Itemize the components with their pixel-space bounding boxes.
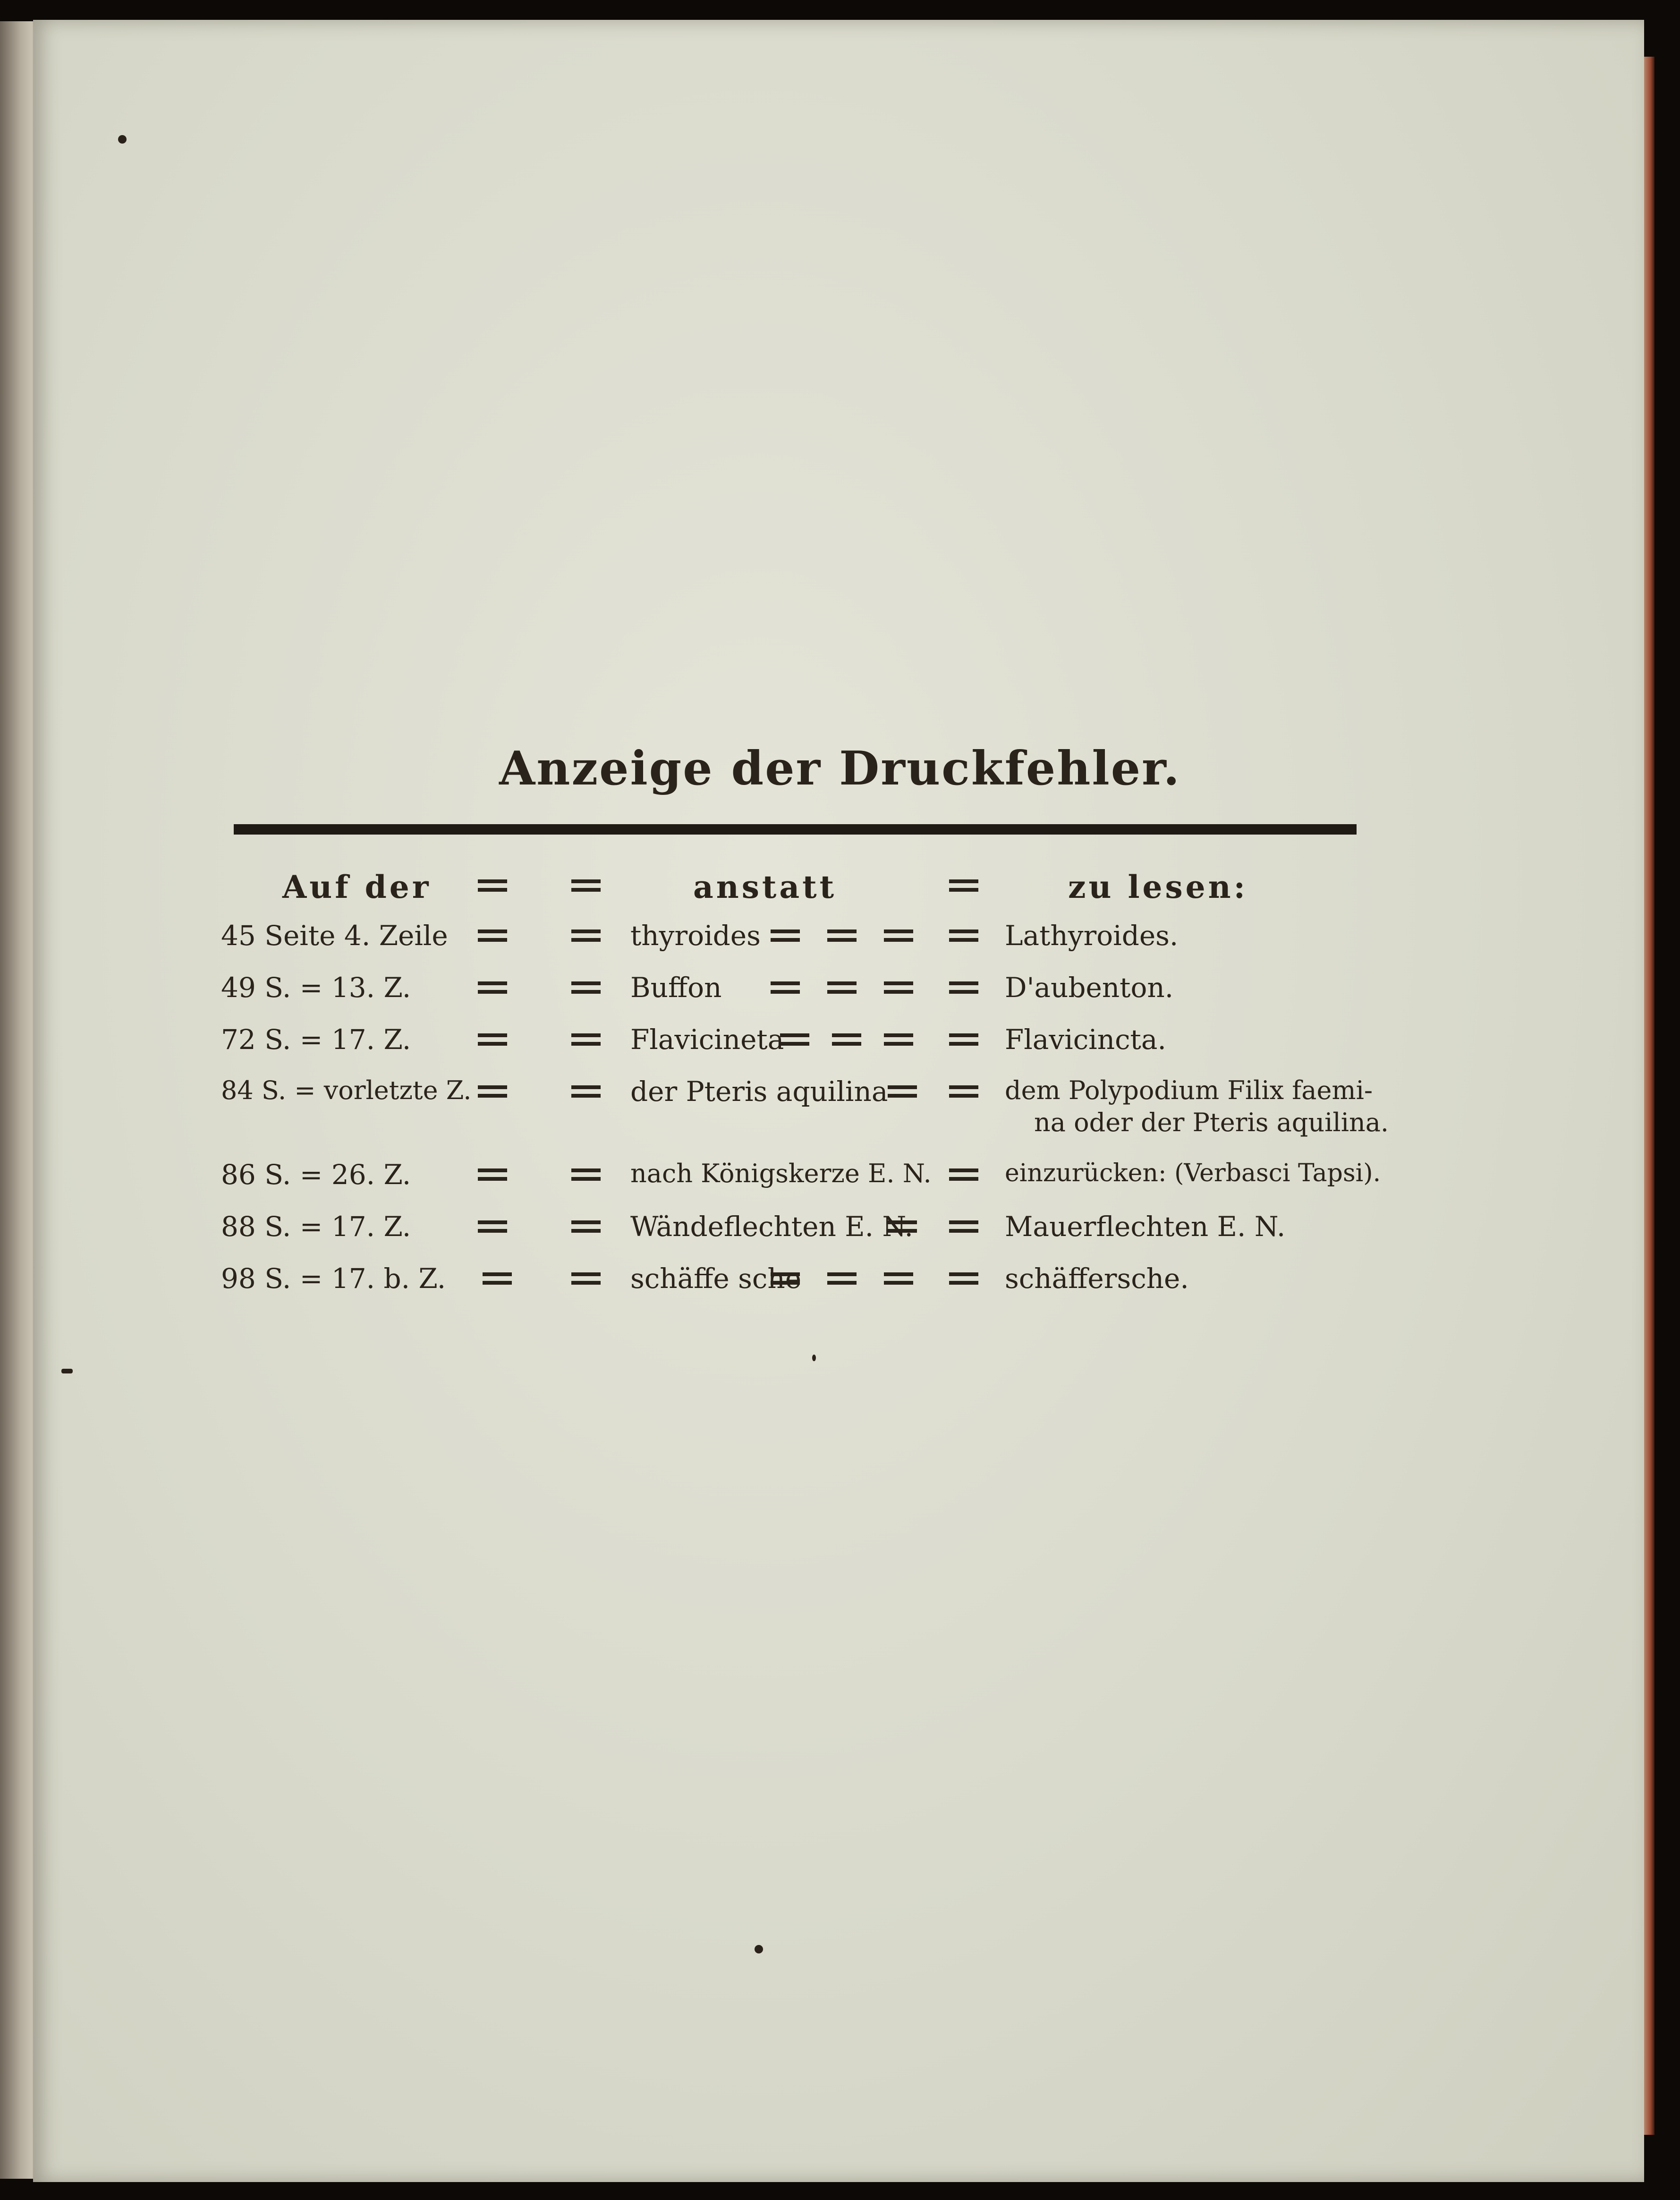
equals-mark bbox=[571, 879, 601, 892]
equals-mark bbox=[478, 1220, 507, 1233]
header-auf-der: Auf der bbox=[282, 869, 432, 905]
errata-right: schäffersche. bbox=[1005, 1262, 1189, 1295]
equals-mark bbox=[483, 1272, 512, 1285]
equals-mark bbox=[571, 1033, 601, 1046]
equals-mark bbox=[949, 1168, 978, 1181]
errata-wrong: Flavicineta bbox=[630, 1023, 784, 1056]
equals-mark bbox=[827, 981, 857, 994]
equals-mark bbox=[832, 1033, 861, 1046]
header-anstatt: anstatt bbox=[693, 869, 837, 905]
equals-mark bbox=[571, 981, 601, 994]
errata-location: 49 S. = 13. Z. bbox=[221, 972, 411, 1004]
errata-wrong: Wändeflechten E. N. bbox=[630, 1211, 913, 1243]
equals-mark bbox=[478, 879, 507, 892]
equals-mark bbox=[884, 929, 913, 942]
errata-location: 86 S. = 26. Z. bbox=[221, 1159, 411, 1191]
equals-mark bbox=[780, 1033, 809, 1046]
errata-wrong: schäffe sche bbox=[630, 1262, 802, 1295]
errata-right: Mauerflechten E. N. bbox=[1005, 1211, 1286, 1243]
equals-mark bbox=[478, 981, 507, 994]
errata-location: 98 S. = 17. b. Z. bbox=[221, 1262, 446, 1295]
equals-mark bbox=[571, 1220, 601, 1233]
equals-mark bbox=[571, 1272, 601, 1285]
equals-mark bbox=[571, 1085, 601, 1098]
errata-location: 45 Seite 4. Zeile bbox=[221, 920, 448, 952]
equals-mark bbox=[884, 1033, 913, 1046]
title-rule bbox=[234, 824, 1357, 835]
equals-mark bbox=[478, 1085, 507, 1098]
errata-right: dem Polypodium Filix faemi- bbox=[1005, 1075, 1373, 1105]
equals-mark bbox=[478, 929, 507, 942]
equals-mark bbox=[771, 929, 800, 942]
header-zu-lesen: zu lesen: bbox=[1068, 869, 1248, 905]
ink-spot bbox=[118, 135, 127, 144]
ink-spot bbox=[61, 1369, 73, 1373]
equals-mark bbox=[884, 981, 913, 994]
equals-mark bbox=[949, 1085, 978, 1098]
equals-mark bbox=[949, 981, 978, 994]
equals-mark bbox=[949, 879, 978, 892]
errata-wrong: thyroides bbox=[630, 920, 761, 952]
equals-mark bbox=[949, 1220, 978, 1233]
equals-mark bbox=[888, 1085, 917, 1098]
errata-right: Lathyroides. bbox=[1005, 920, 1179, 952]
errata-wrong: Buffon bbox=[630, 972, 722, 1004]
equals-mark bbox=[771, 981, 800, 994]
equals-mark bbox=[827, 1272, 857, 1285]
ink-spot bbox=[755, 1945, 763, 1953]
ink-spot bbox=[812, 1355, 816, 1361]
page-title: Anzeige der Druckfehler. bbox=[499, 742, 1181, 796]
page-edge bbox=[1644, 57, 1655, 2135]
equals-mark bbox=[884, 1272, 913, 1285]
errata-right: D'aubenton. bbox=[1005, 972, 1174, 1004]
errata-right: Flavicincta. bbox=[1005, 1023, 1166, 1056]
errata-right-continued: na oder der Pteris aquilina. bbox=[1034, 1108, 1389, 1137]
equals-mark bbox=[949, 1272, 978, 1285]
equals-mark bbox=[888, 1220, 917, 1233]
equals-mark bbox=[827, 929, 857, 942]
errata-location: 88 S. = 17. Z. bbox=[221, 1211, 411, 1243]
errata-wrong: nach Königskerze E. N. bbox=[630, 1159, 932, 1188]
errata-location: 84 S. = vorletzte Z. bbox=[221, 1075, 472, 1105]
equals-mark bbox=[571, 929, 601, 942]
equals-mark bbox=[949, 1033, 978, 1046]
equals-mark bbox=[571, 1168, 601, 1181]
equals-mark bbox=[949, 929, 978, 942]
errata-location: 72 S. = 17. Z. bbox=[221, 1023, 411, 1056]
equals-mark bbox=[478, 1033, 507, 1046]
errata-wrong: der Pteris aquilina bbox=[630, 1075, 888, 1108]
errata-right: einzurücken: (Verbasci Tapsi). bbox=[1005, 1159, 1381, 1187]
equals-mark bbox=[771, 1272, 800, 1285]
equals-mark bbox=[478, 1168, 507, 1181]
